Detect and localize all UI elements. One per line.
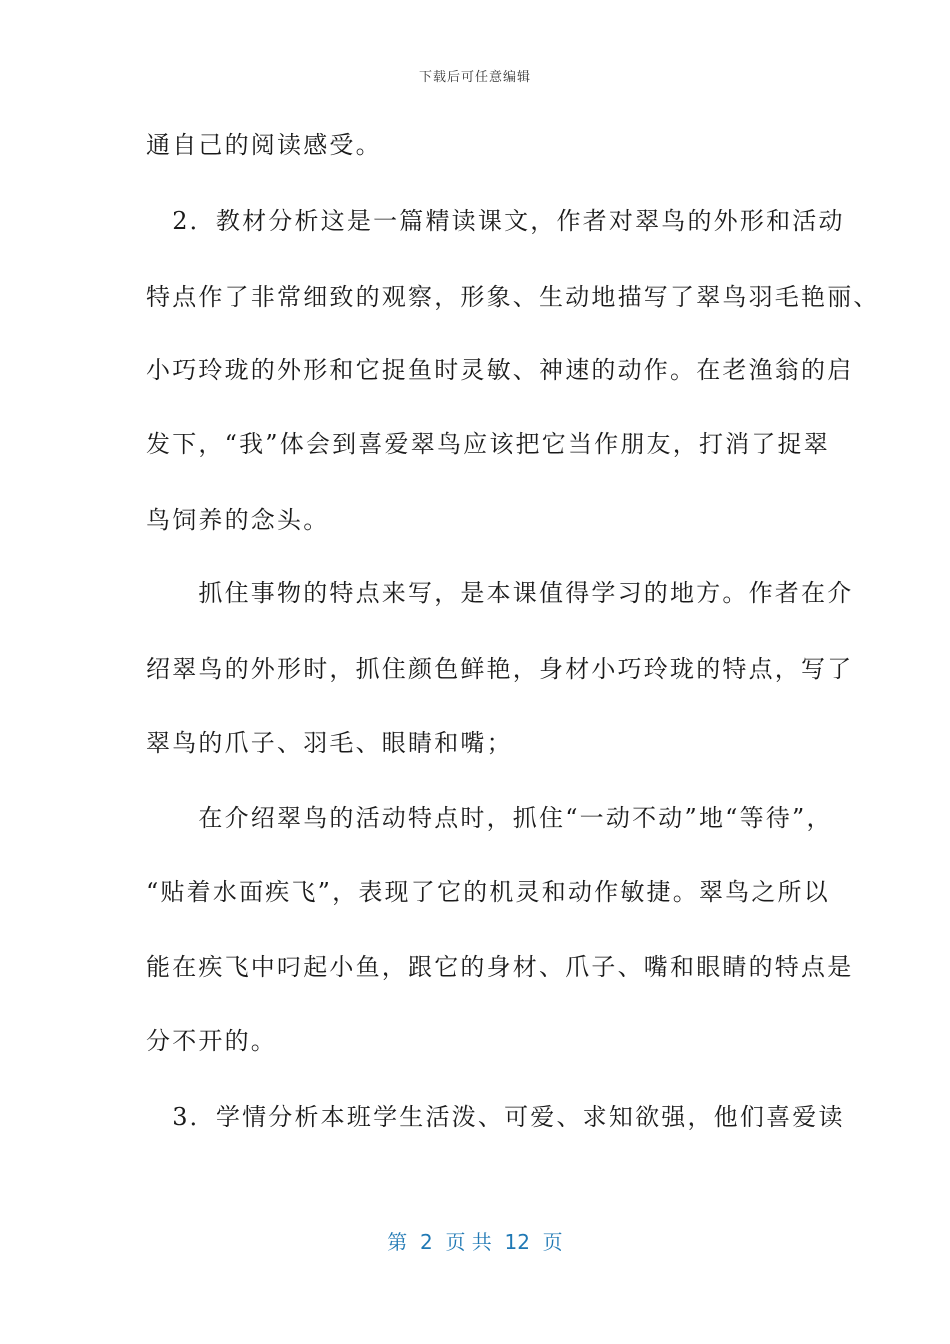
text-line: 翠鸟的爪子、羽毛、眼睛和嘴；	[146, 729, 513, 757]
text-line: 通自己的阅读感受。	[146, 131, 382, 159]
text-line: 2．教材分析这是一篇精读课文，作者对翠鸟的外形和活动	[146, 207, 845, 235]
text-line: 小巧玲珑的外形和它捉鱼时灵敏、神速的动作。在老渔翁的启	[146, 356, 854, 384]
text-line: 分不开的。	[146, 1027, 277, 1055]
text-line: 在介绍翠鸟的活动特点时，抓住“一动不动”地“等待”，	[146, 804, 833, 832]
text-line: 特点作了非常细致的观察，形象、生动地描写了翠鸟羽毛艳丽、	[146, 283, 880, 311]
page-header: 下载后可任意编辑	[418, 70, 531, 85]
text-line: 鸟饲养的念头。	[146, 506, 330, 534]
text-line: 3．学情分析本班学生活泼、可爱、求知欲强，他们喜爱读	[146, 1103, 845, 1131]
text-line: “贴着水面疾飞”，表现了它的机灵和动作敏捷。翠鸟之所以	[146, 878, 830, 906]
text-line: 绍翠鸟的外形时，抓住颜色鲜艳，身材小巧玲珑的特点，写了	[146, 655, 854, 683]
page-number-footer: 第 2 页 共 12 页	[387, 1230, 563, 1254]
text-line: 能在疾飞中叼起小鱼，跟它的身材、爪子、嘴和眼睛的特点是	[146, 953, 854, 981]
text-line: 抓住事物的特点来写，是本课值得学习的地方。作者在介	[146, 579, 854, 607]
text-line: 发下，“我”体会到喜爱翠鸟应该把它当作朋友，打消了捉翠	[146, 430, 830, 458]
